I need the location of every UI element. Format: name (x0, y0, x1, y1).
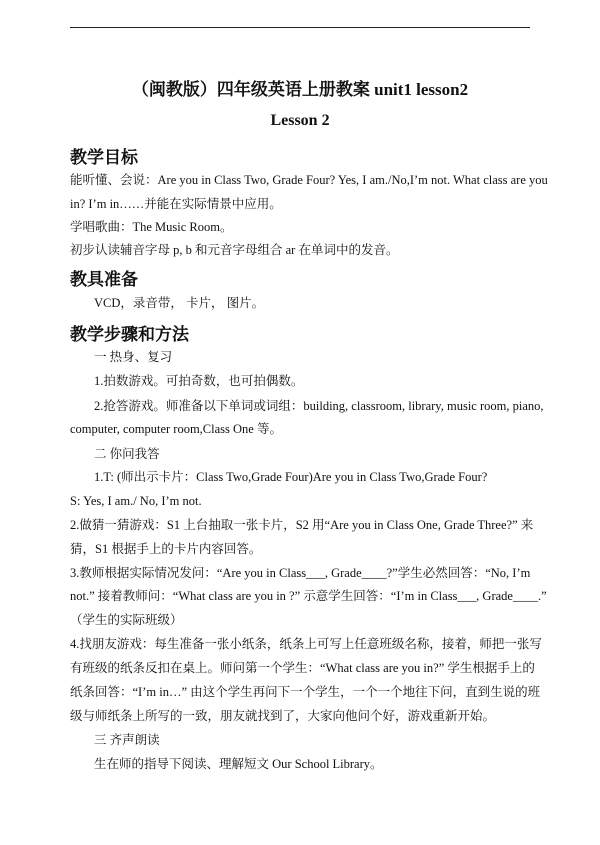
section-heading-steps: 教学步骤和方法 (70, 325, 189, 345)
goals-line: in? I’m in……并能在实际情景中应用。 (70, 197, 282, 211)
materials-line: VCD，录音带， 卡片， 图片。 (94, 296, 265, 310)
step-line: 纸条回答：“I’m in…” 由这个学生再问下一个学生，一个一个地往下问，直到生说的班 (70, 685, 541, 699)
step-subheading: 二 你问我答 (94, 447, 160, 461)
goals-line: 能听懂、会说：Are you in Class Two, Grade Four? Yes, I am./No,I’m not. What class are you (70, 173, 548, 187)
step-line: 2.抢答游戏。师准备以下单词或词组：building, classroom, library, music room, piano, (94, 399, 544, 413)
step-line: 级与师纸条上所写的一致，朋友就找到了，大家向他问个好，游戏重新开始。 (70, 709, 496, 723)
step-line: 猜，S1 根据手上的卡片内容回答。 (70, 542, 262, 556)
step-line: 生在师的指导下阅读、理解短文 Our School Library。 (94, 757, 383, 771)
goals-line: 学唱歌曲：The Music Room。 (70, 220, 233, 234)
step-subheading: 一 热身、复习 (94, 350, 173, 364)
document-subtitle: Lesson 2 (270, 112, 330, 129)
step-line: （学生的实际班级） (70, 613, 183, 627)
step-line: computer, computer room,Class One 等。 (70, 422, 282, 436)
step-line: not.” 接着教师问：“What class are you in ?” 示意学生回答：“I’m in Class___, Grade____.” (70, 589, 547, 603)
document-title: （闽教版）四年级英语上册教案 unit1 lesson2 (131, 80, 469, 99)
step-line: 1.T: (师出示卡片：Class Two,Grade Four)Are you in Class Two,Grade Four? (94, 470, 488, 484)
goals-line: 初步认读辅音字母 p, b 和元音字母组合 ar 在单词中的发音。 (70, 243, 399, 257)
step-line: 3.教师根据实际情况发问：“Are you in Class___, Grade____?”学生必然回答：“No, I’m (70, 566, 531, 580)
section-heading-materials: 教具准备 (70, 270, 138, 290)
step-subheading: 三 齐声朗读 (94, 733, 160, 747)
header-rule (70, 27, 530, 28)
step-line: 2.做猜一猜游戏：S1 上台抽取一张卡片，S2 用“Are you in Class One, Grade Three?” 来 (70, 518, 534, 532)
step-line: S: Yes, I am./ No, I’m not. (70, 494, 202, 508)
step-line: 4.找朋友游戏：每生准备一张小纸条，纸条上可写上任意班级名称，接着，师把一张写 (70, 637, 542, 651)
section-heading-goals: 教学目标 (70, 148, 138, 168)
step-line: 1.拍数游戏。可拍奇数，也可拍偶数。 (94, 374, 304, 388)
step-line: 有班级的纸条反扣在桌上。师问第一个学生：“What class are you in?” 学生根据手上的 (70, 661, 535, 675)
